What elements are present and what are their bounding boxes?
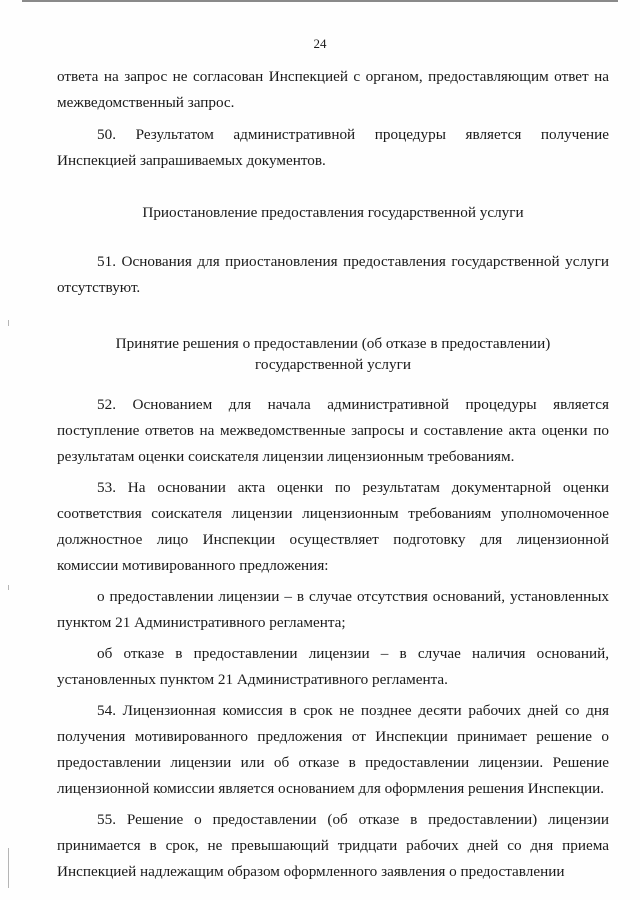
document-body — [57, 64, 609, 885]
page-number: 24 — [313, 36, 327, 51]
paragraph-53: 53. На основании акта оценки по результатам документарной оценки соответствия соискателя лицензии лицензионным требованиям уполномоченное должностное лицо Инспекции осуществляет подготовку для лицензионной комиссии мотивированного предложения: — [57, 479, 609, 574]
heading-decision-line2: государственной услуги — [255, 356, 411, 373]
scan-top-edge — [22, 0, 618, 2]
paragraph-50: 50. Результатом административной процедуры является получение Инспекцией запрашиваемых документов. — [57, 126, 609, 169]
paragraph-continuation: ответа на запрос не согласован Инспекцией с органом, предоставляющим ответ на межведомственный запрос. — [57, 68, 609, 111]
heading-decision-line1: Принятие решения о предоставлении (об отказе в предоставлении) — [115, 335, 551, 352]
paragraph-53-option-grant: о предоставлении лицензии – в случае отсутствия оснований, установленных пунктом 21 Административного регламента; — [57, 588, 609, 631]
scan-margin-mark — [8, 848, 9, 888]
heading-suspension: Приостановление предоставления государственной услуги — [142, 204, 524, 221]
paragraph-51: 51. Основания для приостановления предоставления государственной услуги отсутствуют. — [57, 253, 609, 296]
scan-margin-mark — [8, 585, 9, 590]
paragraph-54: 54. Лицензионная комиссия в срок не позднее десяти рабочих дней со дня получения мотивированного предложения от Инспекции принимает решение о предоставлении лицензии или об отказе в предоставлении лицензии. Решение лицензионной комиссии является основанием для оформления решения Инспекции. — [57, 702, 609, 797]
paragraph-52: 52. Основанием для начала административной процедуры является поступление ответов на межведомственные запросы и составление акта оценки по результатам оценки соискателя лицензии лицензионным требованиям. — [57, 396, 609, 465]
paragraph-53-option-refuse: об отказе в предоставлении лицензии – в случае наличия оснований, установленных пунктом 21 Административного регламента. — [57, 645, 609, 688]
scan-margin-mark — [8, 320, 9, 326]
paragraph-55: 55. Решение о предоставлении (об отказе в предоставлении) лицензии принимается в срок, не превышающий тридцати рабочих дней со дня приема Инспекцией надлежащим образом оформленного заявления о предоставлении — [57, 811, 609, 880]
